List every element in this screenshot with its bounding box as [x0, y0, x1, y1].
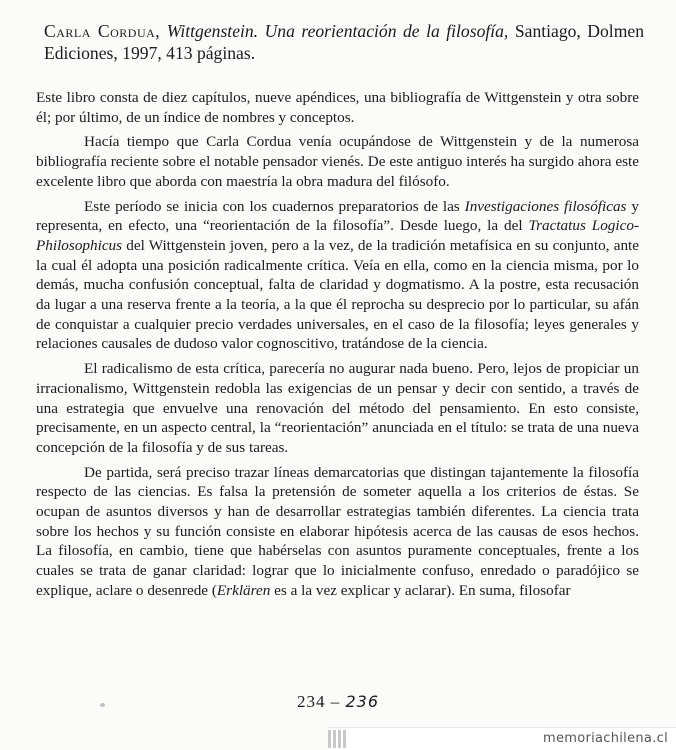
review-body [36, 88, 639, 606]
paragraph-3-text: y representa, en efecto, una “reorientación de la filosofía”. Desde luego, la del [36, 197, 639, 235]
erklaren-word: Erklären [216, 581, 271, 599]
book-citation [44, 20, 644, 64]
paragraph-3-text: Este período se inicia con los cuadernos preparatorios de las [84, 197, 465, 215]
page-reference [0, 692, 676, 712]
paragraph-1: Este libro consta de diez capítulos, nueve apéndices, una bibliografía de Wittgenstein y otra sobre él; por último, de un índice de nombres y conceptos. [36, 89, 639, 126]
paragraph-5-text: es a la vez explicar y aclarar). En suma, filosofar [270, 581, 571, 599]
paragraph-5 [36, 463, 639, 601]
citation-title: Wittgenstein. Una reorientación de la filosofía, [166, 21, 509, 41]
watermark-text: memoriachilena.cl [542, 731, 668, 746]
citation-author: Carla Cordua, [44, 21, 161, 41]
page-reference-printed: 234 – [296, 692, 341, 711]
paragraph-3-text: del Wittgenstein joven, pero a la vez, de la tradición metafísica en su conjunto, ante la cual él adopta una posición radicalmente crítica. Veía en ella, como en la ciencia misma, por lo demás, mucha confusión conceptual, falta de claridad y dogmatismo. A la postre, esta recusación da lugar a una reserva frente a la teoría, a la que él reprocha su desprecio por lo particular, su afán de conquistar a cualquier precio verdades universales, en el caso de la filosofía; leyes generales y relaciones causales de dudoso valor cognoscitivo, tratándose de la ciencia. [36, 236, 639, 353]
tractatus-title: Tractatus Logico-Philosophicus [36, 217, 640, 254]
barcode-icon [328, 730, 350, 748]
investigaciones-title: Investigaciones filosóficas [464, 197, 627, 215]
paragraph-5-text: De partida, será preciso trazar líneas demarcatorias que distingan tajantemente la filosofía respecto de las ciencias. Es falsa la pretensión de someter aquella a los criterios de éstas. Se ocupan de asuntos diversos y han de desarrollar estrategias también diferentes. La ciencia trata sobre los hechos y su función consiste en elaborar hipótesis acerca de las causas de esos hechos. La filosofía, en cambio, tiene que habérselas con asuntos puramente conceptuales, frente a los cuales se trata de ganar claridad: lograr que lo inicialmente confuso, enredado o paradójico se explique, aclare o desenrede ( [36, 463, 639, 599]
page-reference-handwritten: 236 [345, 692, 380, 711]
paragraph-3 [36, 197, 639, 355]
paragraph-2: Hacía tiempo que Carla Cordua venía ocupándose de Wittgenstein y de la numerosa bibliografía reciente sobre el notable pensador vienés. De este antiguo interés ha surgido ahora este excelente libro que aborda con maestría la obra madura del filósofo. [36, 133, 639, 190]
watermark-banner [328, 727, 676, 750]
scan-speck [100, 703, 105, 707]
citation-publisher: Santiago, Dolmen Ediciones, 1997, 413 páginas. [44, 21, 644, 63]
paragraph-4: El radicalismo de esta crítica, parecería no augurar nada bueno. Pero, lejos de propiciar un irracionalismo, Wittgenstein redobla las exigencias de un pensar y decir con sentido, a través de una estrategia que envuelve una renovación del método del pensamiento. En esto consiste, precisamente, en un aspecto central, la “reorientación” anunciada en el título: se trata de una nueva concepción de la filosofía y de sus tareas. [36, 360, 639, 456]
